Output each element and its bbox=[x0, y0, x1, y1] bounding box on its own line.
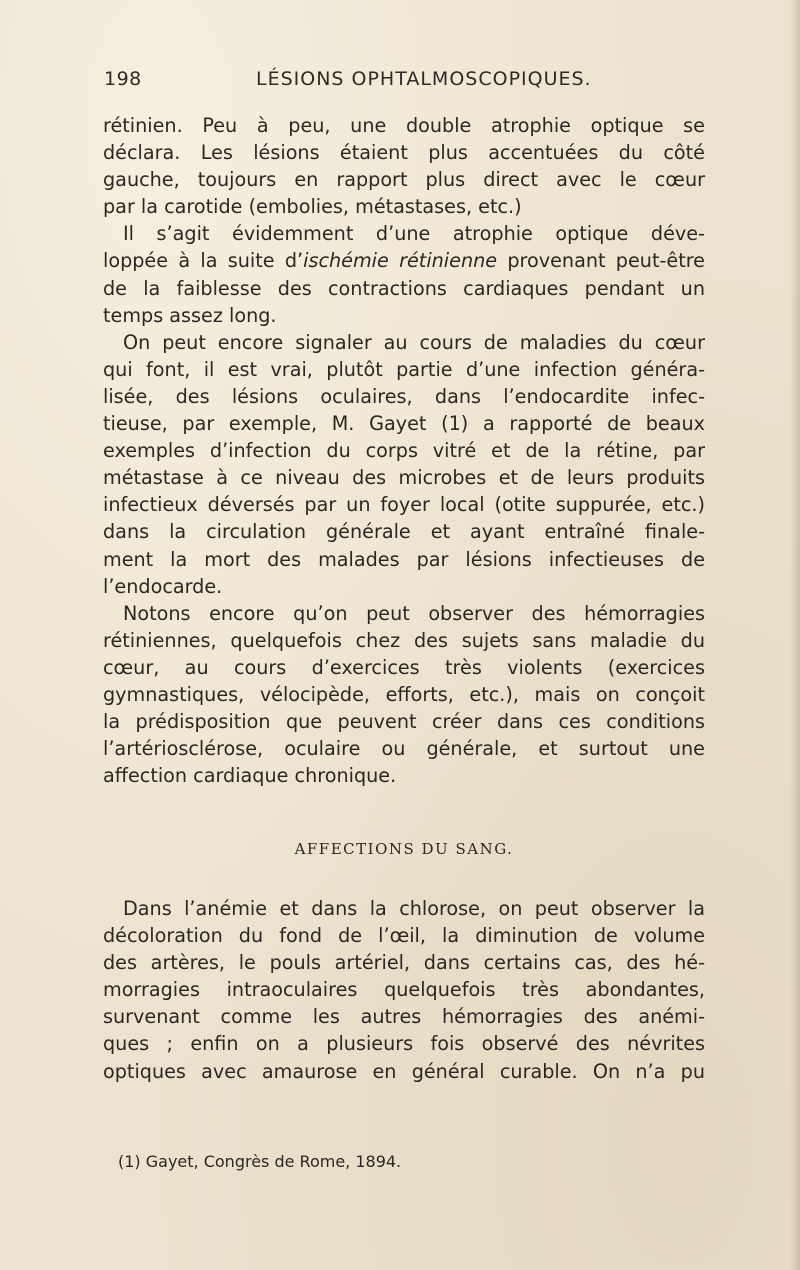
text-segment: provenant peut-être bbox=[497, 249, 705, 273]
text-line: affection cardiaque chronique. bbox=[103, 764, 397, 788]
text-line: décoloration du fond de l’œil, la diminution de volume bbox=[103, 924, 705, 948]
text-line bbox=[103, 247, 705, 274]
text-line: Dans l’anémie et dans la chlorose, on peut observer la bbox=[123, 897, 705, 920]
text-line: qui font, il est vrai, plutôt partie d’une infection généra- bbox=[103, 357, 705, 381]
text-line: ques ; enfin on a plusieurs fois observé des névrites bbox=[103, 1032, 705, 1056]
text-line: exemples d’infection du corps vitré et de la rétine, par bbox=[103, 439, 705, 463]
main-text bbox=[103, 112, 705, 789]
section-text bbox=[103, 895, 705, 1085]
page-edge-shadow bbox=[790, 0, 800, 1270]
text-line: cœur, au cours d’exercices très violents (exercices bbox=[103, 655, 705, 679]
text-line: Notons encore qu’on peut observer des hémorragies bbox=[123, 601, 705, 625]
paragraph-2 bbox=[103, 220, 705, 328]
text-line: gymnastiques, vélocipède, efforts, etc.), mais on conçoit bbox=[103, 682, 705, 706]
text-line: par la carotide (embolies, métastases, etc.) bbox=[103, 195, 522, 219]
text-segment: loppée à la suite d’ bbox=[103, 249, 304, 273]
text-line: temps assez long. bbox=[103, 303, 277, 327]
text-line: métastase à ce niveau des microbes et de leurs produits bbox=[103, 466, 705, 490]
text-line: l’endocarde. bbox=[103, 574, 223, 598]
text-line: On peut encore signaler au cours de maladies du cœur bbox=[123, 330, 705, 354]
text-line: optiques avec amaurose en général curable. On n’a pu bbox=[103, 1059, 705, 1083]
section-paragraph-1 bbox=[103, 895, 705, 1085]
section-title: AFFECTIONS DU SANG. bbox=[294, 840, 514, 858]
text-line: survenant comme les autres hémorragies des anémi- bbox=[103, 1005, 705, 1029]
italic-term: ischémie rétinienne bbox=[303, 249, 498, 273]
paragraph-1 bbox=[103, 112, 705, 220]
text-line: la prédisposition que peuvent créer dans ces conditions bbox=[103, 710, 705, 734]
text-line: lisée, des lésions oculaires, dans l’endocardite infec- bbox=[103, 384, 705, 408]
text-line: Il s’agit évidemment d’une atrophie optique déve- bbox=[123, 222, 705, 246]
footnote: (1) Gayet, Congrès de Rome, 1894. bbox=[118, 1152, 402, 1171]
paragraph-3 bbox=[103, 329, 705, 600]
text-line: l’artériosclérose, oculaire ou générale, et surtout une bbox=[103, 737, 705, 761]
text-line: de la faiblesse des contractions cardiaques pendant un bbox=[103, 276, 705, 300]
text-line: déclara. Les lésions étaient plus accentuées du côté bbox=[103, 141, 705, 165]
running-header bbox=[104, 68, 704, 98]
text-line: tieuse, par exemple, M. Gayet (1) a rapporté de beaux bbox=[103, 412, 705, 436]
text-line: dans la circulation générale et ayant entraîné finale- bbox=[103, 520, 705, 544]
text-line: rétinien. Peu à peu, une double atrophie optique se bbox=[103, 114, 705, 137]
text-line: des artères, le pouls artériel, dans certains cas, des hé- bbox=[103, 951, 705, 975]
text-line: ment la mort des malades par lésions infectieuses de bbox=[103, 547, 705, 571]
text-line: morragies intraoculaires quelquefois très abondantes, bbox=[103, 978, 705, 1002]
running-title: LÉSIONS OPHTALMOSCOPIQUES. bbox=[256, 68, 592, 90]
paragraph-4 bbox=[103, 600, 705, 790]
page-number: 198 bbox=[104, 68, 142, 90]
text-line: infectieux déversés par un foyer local (otite suppurée, etc.) bbox=[103, 493, 705, 517]
text-line: rétiniennes, quelquefois chez des sujets sans maladie du bbox=[103, 628, 705, 652]
text-line: gauche, toujours en rapport plus direct avec le cœur bbox=[103, 168, 705, 192]
